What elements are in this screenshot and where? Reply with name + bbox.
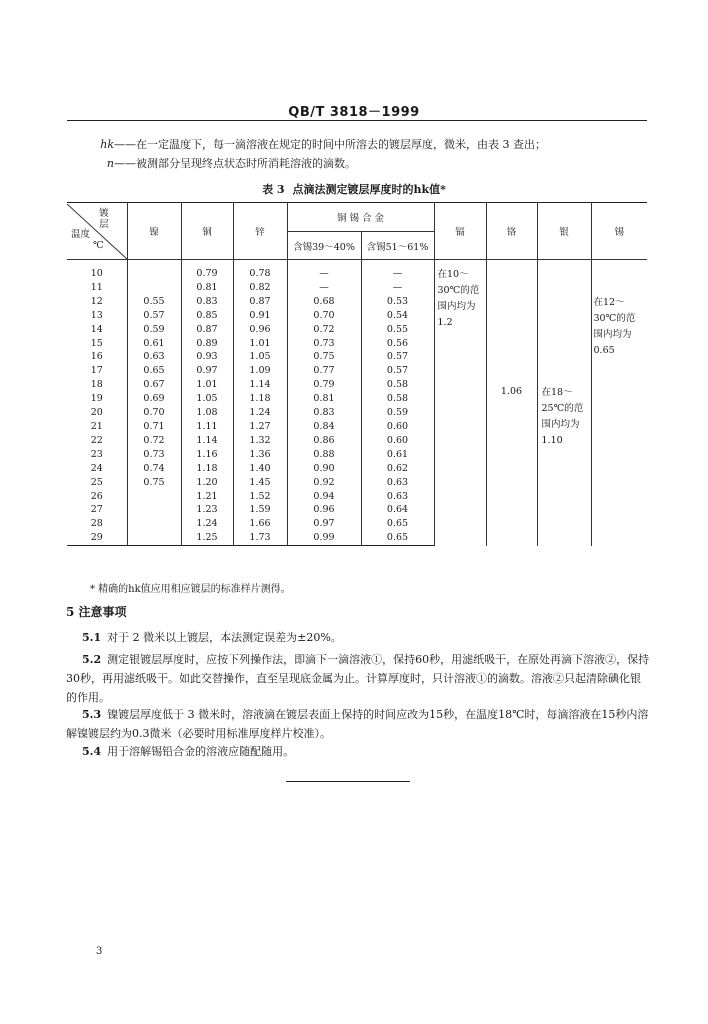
header-nickel: 镍 <box>127 203 181 260</box>
header-chromium: 铬 <box>486 203 537 260</box>
corner-temp-label: 温度 <box>71 228 91 240</box>
temp-cell: 12 <box>67 295 127 309</box>
clause-number: 5.1 <box>82 631 102 644</box>
temp-cell: 23 <box>67 448 127 462</box>
cusn51-cell: 0.58 <box>361 378 434 392</box>
definition-hk <box>100 138 546 152</box>
temp-cell: 15 <box>67 337 127 351</box>
zinc-cell: 1.66 <box>233 517 287 531</box>
clause-text: 镍镀层厚度低于 3 微米时，溶液滴在镀层表面上保持的时间应改为15秒，在温度18℃时，每滴溶液在15秒内溶解镍镀层约为0.3微米（必要时用标准厚度样片校准）。 <box>66 708 649 740</box>
cusn51-cell: 0.61 <box>361 448 434 462</box>
zinc-cell: 1.45 <box>233 476 287 490</box>
clause-number: 5.3 <box>82 708 102 721</box>
copper-cell: 0.89 <box>181 337 233 351</box>
cusn51-cell: — <box>361 267 434 281</box>
zinc-cell: 1.24 <box>233 406 287 420</box>
table-row <box>67 267 647 281</box>
cusn39-cell: 0.75 <box>287 350 361 364</box>
zinc-cell: 1.52 <box>233 490 287 504</box>
cusn51-cell: 0.57 <box>361 364 434 378</box>
copper-cell: 1.21 <box>181 490 233 504</box>
zinc-cell: 0.78 <box>233 267 287 281</box>
zinc-cell: 1.05 <box>233 350 287 364</box>
table-number: 表 3 <box>262 183 285 196</box>
silver-note: 在18～25℃的范围内均为1.10 <box>541 387 584 446</box>
clause-number: 5.4 <box>82 745 102 758</box>
cusn39-cell: 0.96 <box>287 503 361 517</box>
cusn39-cell: 0.88 <box>287 448 361 462</box>
cusn39-cell: 0.99 <box>287 531 361 545</box>
zinc-cell: 0.96 <box>233 323 287 337</box>
cusn39-cell: 0.97 <box>287 517 361 531</box>
temp-cell: 17 <box>67 364 127 378</box>
temp-cell: 24 <box>67 462 127 476</box>
cusn39-cell: — <box>287 267 361 281</box>
copper-cell: 1.14 <box>181 434 233 448</box>
tin-note: 在12～30℃的范围内均为0.65 <box>593 297 636 356</box>
section-title: 5 注意事项 <box>66 605 127 619</box>
zinc-cell: 1.36 <box>233 448 287 462</box>
cusn39-cell: 0.83 <box>287 406 361 420</box>
copper-cell: 1.20 <box>181 476 233 490</box>
clause-text: 用于溶解锡铅合金的溶液应随配随用。 <box>107 745 295 758</box>
nickel-cell: 0.74 <box>127 462 181 476</box>
table-title: 点滴法测定镀层厚度时的hk值* <box>292 183 446 196</box>
clause-5-4 <box>82 742 667 761</box>
clause-number: 5.2 <box>82 653 102 666</box>
cusn51-cell: 0.59 <box>361 406 434 420</box>
nickel-cell <box>127 281 181 295</box>
copper-cell: 1.24 <box>181 517 233 531</box>
header-tin-39-40: 含锡39～40% <box>287 232 361 260</box>
page-number: 3 <box>96 946 103 957</box>
temp-cell: 22 <box>67 434 127 448</box>
copper-cell: 1.01 <box>181 378 233 392</box>
copper-cell: 1.08 <box>181 406 233 420</box>
temp-cell: 11 <box>67 281 127 295</box>
copper-cell: 0.83 <box>181 295 233 309</box>
nickel-cell <box>127 531 181 545</box>
temp-cell: 14 <box>67 323 127 337</box>
cusn51-cell: 0.55 <box>361 323 434 337</box>
clause-text: 测定银镀层厚度时，应按下列操作法，即滴下一滴溶液①，保持60秒，用滤纸吸干，在原处再滴下溶液②，保持30秒，再用滤纸吸干。如此交替操作，直至呈现底金属为止。计算厚度时，只计溶液①的滴数。溶液②只起清除碘化银的作用。 <box>66 653 650 704</box>
temp-cell: 16 <box>67 350 127 364</box>
temp-cell: 29 <box>67 531 127 545</box>
nickel-cell: 0.65 <box>127 364 181 378</box>
zinc-cell: 1.01 <box>233 337 287 351</box>
copper-cell: 1.18 <box>181 462 233 476</box>
temp-cell: 19 <box>67 392 127 406</box>
zinc-cell: 1.18 <box>233 392 287 406</box>
temp-cell: 28 <box>67 517 127 531</box>
clause-5-3 <box>66 705 651 743</box>
silver-cell <box>537 267 591 546</box>
nickel-cell: 0.55 <box>127 295 181 309</box>
cusn39-cell: 0.86 <box>287 434 361 448</box>
nickel-cell: 0.57 <box>127 309 181 323</box>
copper-cell: 0.97 <box>181 364 233 378</box>
copper-cell: 1.16 <box>181 448 233 462</box>
header-tin-51-61: 含锡51～61% <box>361 232 434 260</box>
copper-cell: 0.81 <box>181 281 233 295</box>
header-rule <box>67 120 647 121</box>
temp-cell: 27 <box>67 503 127 517</box>
cusn39-cell: 0.77 <box>287 364 361 378</box>
nickel-cell: 0.61 <box>127 337 181 351</box>
header-copper: 铜 <box>181 203 233 260</box>
table-footnote: * 精确的hk值应用相应镀层的标准样片测得。 <box>90 584 291 595</box>
cusn51-cell: 0.60 <box>361 420 434 434</box>
copper-cell: 0.79 <box>181 267 233 281</box>
definition-text: ——被测部分呈现终点状态时所消耗溶液的滴数。 <box>114 157 356 170</box>
cusn39-cell: 0.90 <box>287 462 361 476</box>
nickel-cell: 0.70 <box>127 406 181 420</box>
cusn51-cell: 0.53 <box>361 295 434 309</box>
temp-cell: 20 <box>67 406 127 420</box>
zinc-cell: 1.59 <box>233 503 287 517</box>
cusn39-cell: 0.68 <box>287 295 361 309</box>
tin-cell <box>591 267 647 546</box>
cusn51-cell: 0.65 <box>361 517 434 531</box>
header-cadmium: 镉 <box>434 203 486 260</box>
nickel-cell <box>127 503 181 517</box>
header-silver: 银 <box>537 203 591 260</box>
zinc-cell: 1.32 <box>233 434 287 448</box>
corner-unit-label: ℃ <box>93 239 104 251</box>
cusn39-cell: — <box>287 281 361 295</box>
copper-cell: 1.23 <box>181 503 233 517</box>
header-tin: 锡 <box>591 203 647 260</box>
temp-cell: 25 <box>67 476 127 490</box>
corner-coating-label: 镀层 <box>99 207 109 230</box>
cusn51-cell: 0.65 <box>361 531 434 545</box>
zinc-cell: 1.09 <box>233 364 287 378</box>
clause-5-2 <box>66 650 651 707</box>
cusn51-cell: 0.57 <box>361 350 434 364</box>
copper-cell: 0.93 <box>181 350 233 364</box>
definition-n <box>100 157 356 171</box>
nickel-cell: 0.67 <box>127 378 181 392</box>
temp-cell: 26 <box>67 490 127 504</box>
cusn39-cell: 0.84 <box>287 420 361 434</box>
copper-cell: 0.85 <box>181 309 233 323</box>
nickel-cell <box>127 267 181 281</box>
nickel-cell: 0.72 <box>127 434 181 448</box>
nickel-cell: 0.69 <box>127 392 181 406</box>
cusn39-cell: 0.92 <box>287 476 361 490</box>
cusn39-cell: 0.81 <box>287 392 361 406</box>
zinc-cell: 0.91 <box>233 309 287 323</box>
zinc-cell: 0.87 <box>233 295 287 309</box>
cusn39-cell: 0.79 <box>287 378 361 392</box>
cusn39-cell: 0.72 <box>287 323 361 337</box>
zinc-cell: 1.27 <box>233 420 287 434</box>
temp-cell: 10 <box>67 267 127 281</box>
zinc-cell: 0.82 <box>233 281 287 295</box>
cusn51-cell: 0.54 <box>361 309 434 323</box>
cusn51-cell: — <box>361 281 434 295</box>
definition-symbol: hk <box>100 138 114 151</box>
nickel-cell: 0.59 <box>127 323 181 337</box>
chromium-value: 1.06 <box>500 386 523 397</box>
clause-5-1 <box>82 628 667 647</box>
table-body <box>67 260 647 546</box>
zinc-cell: 1.40 <box>233 462 287 476</box>
copper-cell: 0.87 <box>181 323 233 337</box>
clause-text: 对于 2 微米以上镀层，本法测定误差为±20%。 <box>107 631 342 644</box>
cusn39-cell: 0.94 <box>287 490 361 504</box>
nickel-cell: 0.63 <box>127 350 181 364</box>
table-caption <box>0 181 708 197</box>
temp-cell: 21 <box>67 420 127 434</box>
cusn51-cell: 0.63 <box>361 476 434 490</box>
nickel-cell: 0.75 <box>127 476 181 490</box>
nickel-cell <box>127 517 181 531</box>
corner-header <box>67 203 127 260</box>
zinc-cell: 1.73 <box>233 531 287 545</box>
definition-text: ——在一定温度下，每一滴溶液在规定的时间中所溶去的镀层厚度，微米，由表 3 查出； <box>114 138 546 151</box>
cusn51-cell: 0.62 <box>361 462 434 476</box>
standard-number: QB/T 3818－1999 <box>288 105 420 120</box>
cusn39-cell: 0.73 <box>287 337 361 351</box>
definition-symbol: n <box>106 157 114 170</box>
copper-cell: 1.11 <box>181 420 233 434</box>
cadmium-note: 在10～30℃的范围内均为1.2 <box>437 269 480 328</box>
hk-value-table <box>67 202 647 546</box>
cadmium-cell <box>434 267 486 546</box>
nickel-cell <box>127 490 181 504</box>
cusn51-cell: 0.64 <box>361 503 434 517</box>
cusn51-cell: 0.56 <box>361 337 434 351</box>
nickel-cell: 0.71 <box>127 420 181 434</box>
nickel-cell: 0.73 <box>127 448 181 462</box>
cusn51-cell: 0.58 <box>361 392 434 406</box>
zinc-cell: 1.14 <box>233 378 287 392</box>
cusn51-cell: 0.63 <box>361 490 434 504</box>
end-rule <box>286 781 410 782</box>
chromium-cell <box>486 267 537 546</box>
temp-cell: 18 <box>67 378 127 392</box>
copper-cell: 1.05 <box>181 392 233 406</box>
header-copper-tin-alloy: 铜 锡 合 金 <box>287 203 434 232</box>
copper-cell: 1.25 <box>181 531 233 545</box>
header-zinc: 锌 <box>233 203 287 260</box>
cusn39-cell: 0.70 <box>287 309 361 323</box>
temp-cell: 13 <box>67 309 127 323</box>
cusn51-cell: 0.60 <box>361 434 434 448</box>
